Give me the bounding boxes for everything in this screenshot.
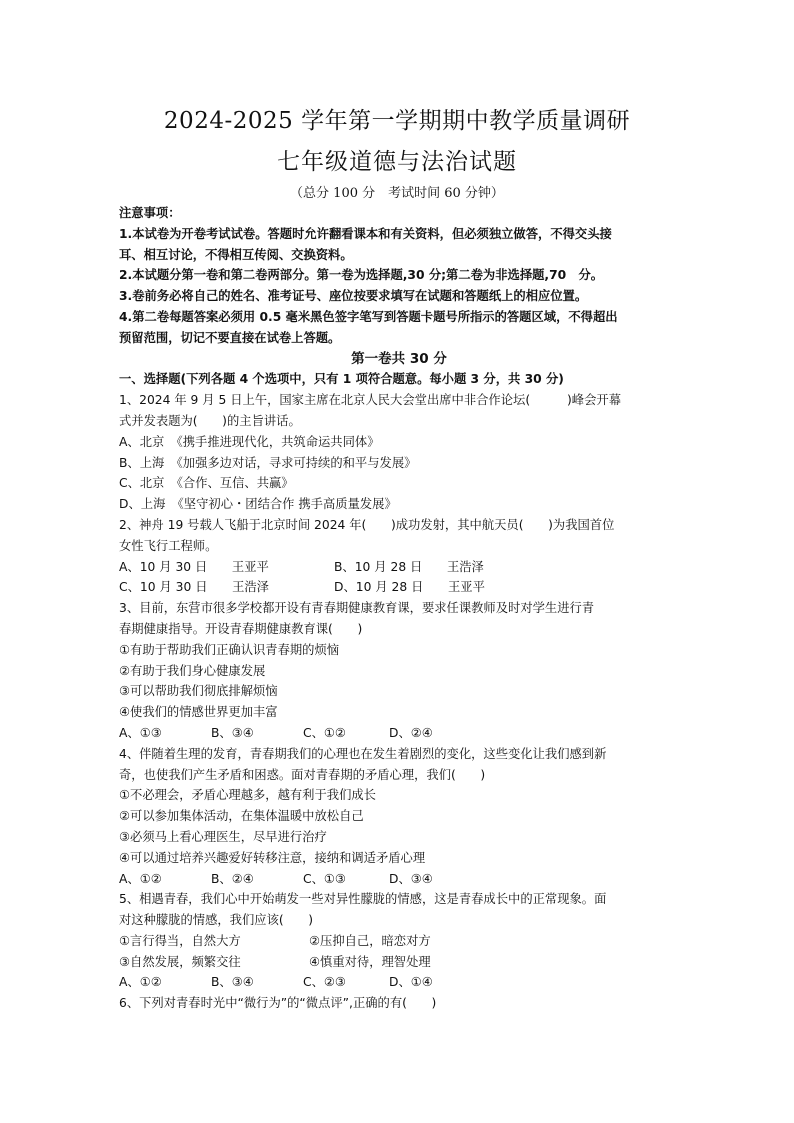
q4-option: A、①② bbox=[119, 871, 162, 886]
q5-item: ④慎重对待，理智处理 bbox=[309, 954, 431, 969]
q5-item: ②压抑自己，暗恋对方 bbox=[309, 933, 431, 948]
q2-stem: 女性飞行工程师。 bbox=[119, 538, 218, 553]
part1-heading: 第一卷共 30 分 bbox=[351, 350, 447, 367]
q4-item: ③必须马上看心理医生，尽早进行治疗 bbox=[119, 829, 327, 844]
q3-option: C、①② bbox=[303, 725, 346, 740]
q2-option: B、10 月 28 日 王浩泽 bbox=[334, 559, 484, 574]
q4-stem: 4、伴随着生理的发育，青春期我们的心理也在发生着剧烈的变化，这些变化让我们感到新 bbox=[119, 746, 607, 761]
exam-subject-title: 七年级道德与法治试题 bbox=[277, 149, 517, 175]
q5-options-row bbox=[119, 972, 679, 993]
q3-option: B、③④ bbox=[211, 725, 254, 740]
q1-option: B、上海 《加强多边对话，寻求可持续的和平与发展》 bbox=[119, 455, 417, 470]
q3-options-row bbox=[119, 723, 679, 744]
q4-item: ①不必理会，矛盾心理越多，越有利于我们成长 bbox=[119, 788, 376, 803]
q4-item: ④可以通过培养兴趣爱好转移注意，接纳和调适矛盾心理 bbox=[119, 850, 426, 865]
q5-items-row bbox=[119, 952, 679, 973]
q3-option: D、②④ bbox=[389, 725, 433, 740]
q3-item: ③可以帮助我们彻底排解烦恼 bbox=[119, 684, 278, 699]
q3-option: A、①③ bbox=[119, 725, 162, 740]
q3-item: ①有助于帮助我们正确认识青春期的烦恼 bbox=[119, 642, 340, 657]
q6-stem: 6、下列对青春时光中“微行为”的“微点评”,正确的有( ) bbox=[119, 996, 437, 1011]
q5-option: B、③④ bbox=[211, 975, 254, 990]
q1-stem: 1、2024 年 9 月 5 日上午，国家主席在北京人民大会堂出席中非合作论坛( )峰会开幕 bbox=[119, 393, 621, 408]
q1-option: D、上海 《坚守初心・团结合作 携手高质量发展》 bbox=[119, 497, 397, 512]
q5-stem: 5、相遇青春，我们心中开始萌发一些对异性朦胧的情感，这是青春成长中的正常现象。面 bbox=[119, 892, 607, 907]
notice-line: 4.第二卷每题答案必须用 0.5 毫米黑色签字笔写到答题卡题号所指示的答题区域，不得超出 bbox=[119, 309, 618, 324]
q4-item: ②可以参加集体活动，在集体温暖中放松自己 bbox=[119, 809, 364, 824]
q4-stem: 奇，也使我们产生矛盾和困惑。面对青春期的矛盾心理，我们( ) bbox=[119, 767, 486, 782]
q3-stem: 3、目前，东营市很多学校都开设有青春期健康教育课，要求任课教师及时对学生进行青 bbox=[119, 601, 595, 616]
q4-options-row bbox=[119, 869, 679, 890]
q1-option: A、北京 《携手推进现代化，共筑命运共同体》 bbox=[119, 434, 380, 449]
q2-options-row bbox=[119, 577, 679, 598]
q5-stem: 对这种朦胧的情感，我们应该( ) bbox=[119, 913, 314, 928]
section-heading: 一、选择题(下列各题 4 个选项中，只有 1 项符合题意。每小题 3 分，共 30 分) bbox=[119, 372, 564, 387]
q3-stem: 春期健康指导。开设青春期健康教育课( ) bbox=[119, 621, 363, 636]
q2-options-row bbox=[119, 557, 679, 578]
exam-score-time: （总分 100 分 考试时间 60 分钟） bbox=[290, 186, 504, 201]
q5-option: D、①④ bbox=[389, 975, 433, 990]
q2-stem: 2、神舟 19 号载人飞船于北京时间 2024 年( )成功发射，其中航天员( )为我国首位 bbox=[119, 517, 615, 532]
q2-option: C、10 月 30 日 王浩泽 bbox=[119, 580, 269, 595]
q5-option: C、②③ bbox=[303, 975, 346, 990]
notice-line: 2.本试题分第一卷和第二卷两部分。第一卷为选择题,30 分;第二卷为非选择题,70 分。 bbox=[119, 268, 604, 283]
q1-stem: 式并发表题为( )的主旨讲话。 bbox=[119, 413, 301, 428]
q4-option: D、③④ bbox=[389, 871, 433, 886]
q3-item: ②有助于我们身心健康发展 bbox=[119, 663, 266, 678]
notice-line: 耳、相互讨论，不得相互传阅、交换资料。 bbox=[119, 247, 353, 262]
notice-line: 3.卷前务必将自己的姓名、准考证号、座位按要求填写在试题和答题纸上的相应位置。 bbox=[119, 289, 588, 304]
q2-option: D、10 月 28 日 王亚平 bbox=[334, 580, 485, 595]
notice-heading: 注意事项： bbox=[119, 206, 181, 220]
q1-option: C、北京 《合作、互信、共赢》 bbox=[119, 476, 294, 491]
q4-option: B、②④ bbox=[211, 871, 254, 886]
exam-content bbox=[119, 203, 679, 1014]
q4-option: C、①③ bbox=[303, 871, 346, 886]
q2-option: A、10 月 30 日 王亚平 bbox=[119, 559, 269, 574]
q5-item: ③自然发展，频繁交往 bbox=[119, 954, 241, 969]
exam-title: 2024-2025 学年第一学期期中教学质量调研 bbox=[163, 108, 631, 134]
notice-line: 预留范围，切记不要直接在试卷上答题。 bbox=[119, 330, 341, 345]
q5-option: A、①② bbox=[119, 975, 162, 990]
q5-items-row bbox=[119, 931, 679, 952]
q5-item: ①言行得当，自然大方 bbox=[119, 933, 241, 948]
notice-line: 1.本试卷为开卷考试试卷。答题时允许翻看课本和有关资料，但必须独立做答，不得交头接 bbox=[119, 226, 612, 241]
q3-item: ④使我们的情感世界更加丰富 bbox=[119, 705, 278, 720]
